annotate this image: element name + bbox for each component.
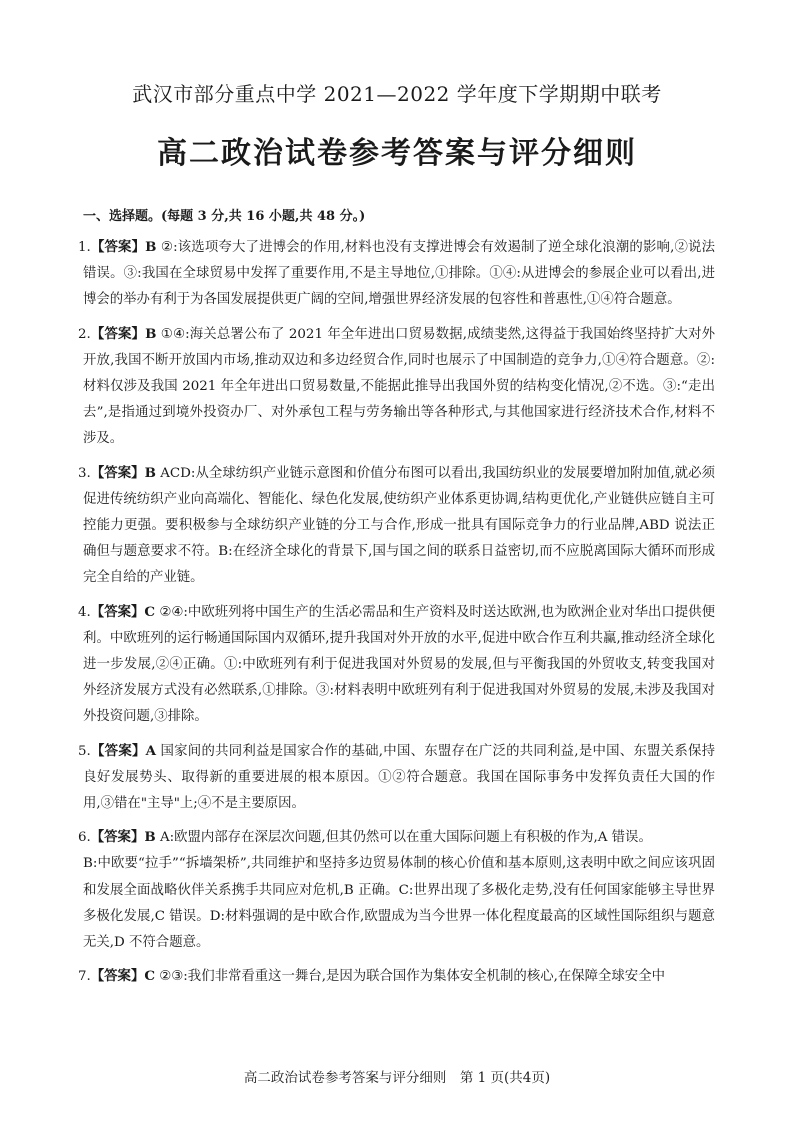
question-explanation: ACD:从全球纺织产业链示意图和价值分布图可以看出,我国纺织业的发展要增加附加值,就必须促进传统纺织产业向高端化、智能化、绿色化发展,使纺织产业体系更协调,结构更优化,产业链供应链自主可控能力更强。要积极参与全球纺织产业链的分工与合作,形成一批具有国际竞争力的行业品牌,ABD 说法正确但与题意要求不符。B:在经济全球化的背景下,国与国之间的联系日益密切,而不应脱离国际大循环而形成完全自给的产业链。 — [83, 465, 715, 586]
answer-tag: 【答案】A — [90, 742, 156, 759]
answer-tag: 【答案】B — [90, 464, 156, 481]
question-explanation-continued: B:中欧要“拉手”“拆墙架桥”,共同维护和坚持多边贸易体制的核心价值和基本原则,这表明中欧之间应该巩固和发展全面战略伙伴关系携手共同应对危机,B 正确。C:世界出现了多极化走势,没有任何国家能够主导世界多极化发展,C 错误。D:材料强调的是中欧合作,欧盟成为当今世界一体化程度最高的区域性国际组织与题意无关,D 不符合题意。 — [83, 856, 715, 951]
question-explanation: ②④:中欧班列将中国生产的生活必需品和生产资料及时送达欧洲,也为欧洲企业对华出口提供便利。中欧班列的运行畅通国际国内双循环,提升我国对外开放的水平,促进中欧合作互利共赢,推动经济全球化进一步发展,②④正确。①:中欧班列有利于促进我国对外贸易的发展,但与平衡我国的外贸收支,转变我国对外经济发展方式没有必然联系,①排除。③:材料表明中欧班列有利于促进我国对外贸易的发展,未涉及我国对外投资问题,③排除。 — [83, 604, 715, 725]
question-6 — [78, 824, 715, 956]
question-number: 3. — [78, 465, 91, 481]
question-2 — [78, 321, 715, 453]
question-7 — [78, 963, 715, 989]
answer-tag: 【答案】B — [90, 829, 156, 846]
question-explanation: ②③:我们非常看重这一舞台,是因为联合国作为集体安全机制的核心,在保障全球安全中 — [159, 969, 665, 985]
question-number: 4. — [78, 604, 91, 620]
question-4 — [78, 599, 715, 731]
section-title: 一、选择题。(每题 3 分,共 16 小题,共 48 分。) — [83, 209, 366, 224]
answer-tag: 【答案】C — [90, 968, 156, 985]
question-number: 5. — [78, 743, 91, 759]
question-explanation: 国家间的共同利益是国家合作的基础,中国、东盟存在广泛的共同利益,是中国、东盟关系保持良好发展势头、取得新的重要进展的根本原因。①②符合题意。我国在国际事务中发挥负责任大国的作用,③错在"主导"上;④不是主要原因。 — [83, 743, 715, 812]
answer-tag: 【答案】B — [90, 325, 157, 342]
question-explanation: A:欧盟内部存在深层次问题,但其仍然可以在重大国际问题上有积极的作为,A 错误。 — [159, 830, 652, 846]
page-title: 高二政治试卷参考答案与评分细则 — [157, 136, 637, 171]
question-explanation: ①④:海关总署公布了 2021 年全年进出口贸易数据,成绩斐然,这得益于我国始终坚持扩大对外开放,我国不断开放国内市场,推动双边和多边经贸合作,同时也展示了中国制造的竞争力,①④符合题意。②:材料仅涉及我国 2021 年全年进出口贸易数量,不能据此推导出我国外贸的结构变化情况,②不选。③:“走出去”,是指通过到境外投资办厂、对外承包工程与劳务输出等各种形式,与其他国家进行经济技术合作,材料不涉及。 — [83, 326, 715, 447]
answer-tag: 【答案】B — [90, 239, 157, 255]
question-explanation: ②:该选项夸大了进博会的作用,材料也没有支撑进博会有效遏制了逆全球化浪潮的影响,②说法错误。③:我国在全球贸易中发挥了重要作用,不是主导地位,①排除。①④:从进博会的参展企业可以看出,进博会的举办有利于为各国发展提供更广阔的空间,增强世界经济发展的包容性和普惠性,①④符合题意。 — [83, 240, 715, 308]
exam-subtitle: 武汉市部分重点中学 2021—2022 学年度下学期期中联考 — [132, 82, 662, 106]
question-5 — [78, 738, 715, 818]
question-number: 7. — [78, 969, 91, 985]
answer-content — [78, 206, 715, 996]
page-footer: 高二政治试卷参考答案与评分细则 第 1 页(共4页) — [243, 1070, 551, 1086]
question-1 — [78, 234, 715, 314]
answer-tag: 【答案】C — [90, 603, 156, 620]
question-number: 1. — [78, 240, 91, 255]
question-number: 2. — [78, 326, 91, 342]
question-number: 6. — [78, 830, 91, 846]
question-3 — [78, 460, 715, 592]
